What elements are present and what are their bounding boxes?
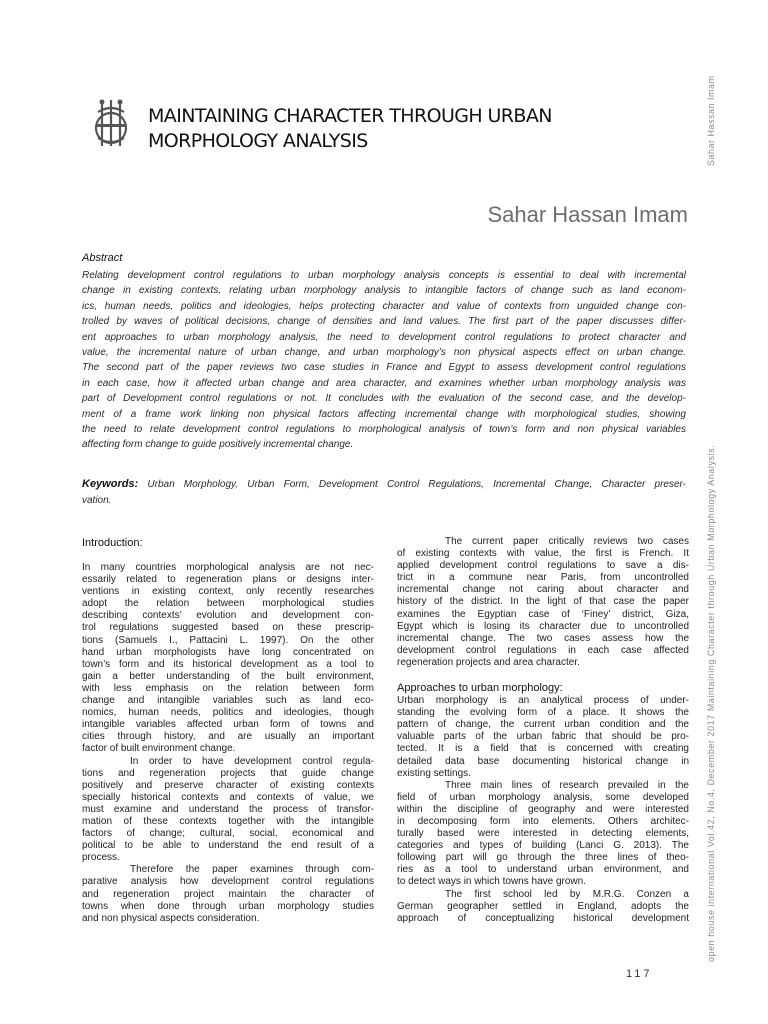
text-line: political to be able to understand the end result of a	[82, 840, 374, 852]
text-line: tected. It is a field that is concerned with creating	[397, 743, 689, 755]
abstract-line: The second part of the paper reviews two case studies in France and Egypt to assess development control regulations	[82, 362, 686, 374]
text-line: incremental change not caring about character and	[397, 584, 689, 596]
text-line: categories and types of building (Lanci G. 2013). The	[397, 840, 689, 852]
keywords-text: Urban Morphology, Urban Form, Development Control Regulations, Incremental Change, Character preser-	[147, 479, 686, 490]
text-line: tions (Samuels I., Pattacini L. 1997). On the other	[82, 634, 374, 646]
text-line: applied development control regulations to save a dis-	[397, 560, 689, 572]
text-line: within the discipline of geography and were interested	[397, 803, 689, 815]
text-line: trol regulations suggested based on these prescrip-	[82, 622, 374, 634]
abstract-line: ment of a frame work linking non physical factors affecting incremental change with morphological studies, showing	[82, 408, 686, 420]
text-line: turally based were interested in detecting elements,	[397, 828, 689, 840]
paragraph	[82, 562, 374, 756]
text-line: mation of these contexts together with the intangible	[82, 815, 374, 827]
left-column	[82, 536, 374, 925]
text-line: Urban morphology is an analytical process of under-	[397, 695, 689, 707]
text-line: development control regulations in each case affected	[397, 644, 689, 656]
abstract-heading: Abstract	[82, 252, 123, 264]
approaches-heading: Approaches to urban morphology:	[397, 682, 563, 695]
text-line: In many countries morphological analysis are not nec-	[82, 562, 374, 573]
text-line: existing settings.	[397, 767, 471, 779]
paragraph	[82, 864, 374, 924]
title-line-1: MAINTAINING CHARACTER THROUGH URBAN	[148, 105, 552, 127]
running-header-author: Sahar Hassan Imam	[706, 75, 716, 166]
abstract-line: value, the incremental nature of urban change, and urban morphology’s non physical aspects effect on urban change.	[82, 346, 686, 358]
abstract-line: affecting form change to guide positively incremental change.	[82, 439, 354, 451]
text-line: specially historical contexts and contexts of value, we	[82, 791, 374, 803]
text-line: towns when done through urban morphology studies	[82, 900, 374, 912]
abstract-line: Relating development control regulations to urban morphology analysis concepts is essential to deal with incremental	[82, 270, 686, 281]
text-line: adopt the relation between morphological studies	[82, 598, 374, 610]
right-column	[397, 536, 689, 925]
text-line: approach of conceptualizing historical development	[397, 912, 689, 924]
abstract-line: the need to relate development control regulations to morphological analysis of town’s form and non physical variables	[82, 423, 686, 435]
text-line: The first school led by M.R.G. Conzen a	[445, 888, 689, 900]
text-line: Egypt which is losing its character due to uncontrolled	[397, 620, 689, 632]
abstract-line: change in existing contexts, relating urban morphology analysis to intangible factors of change such as land econom-	[82, 285, 686, 297]
abstract-line: trolled by waves of political decisions, change of densities and land values. The first part of the paper discusses differ-	[82, 316, 686, 328]
introduction-heading: Introduction:	[82, 537, 143, 549]
abstract-line: ics, human needs, politics and ideologies, helps protecting character and value of contexts from unguided change con-	[82, 300, 686, 312]
text-line: pattern of change, the current urban condition and the	[397, 719, 689, 731]
abstract-line: part of Development control regulations or not. It concludes with the evaluation of the second case, and the develop-	[82, 393, 686, 405]
text-line: hand urban morphologists have long concentrated on	[82, 646, 374, 658]
keywords-line-1	[82, 477, 686, 493]
paragraph	[397, 536, 689, 669]
text-line: following part will go through the three lines of theo-	[397, 852, 689, 864]
text-line: Three main lines of research prevailed in the	[445, 779, 689, 791]
text-line: ries as a tool to understand urban environment, and	[397, 864, 689, 876]
text-line: field of urban morphology analysis, some developed	[397, 791, 689, 803]
text-line: town’s form and its historical development as a tool to	[82, 658, 374, 670]
text-line: process.	[82, 852, 120, 864]
text-line: incremental change. The two cases assess how the	[397, 632, 689, 644]
text-line: German geographer settled in England, adopts the	[397, 900, 689, 912]
text-line: ventions in existing context, only recently researches	[82, 586, 374, 598]
paragraph	[397, 889, 689, 925]
text-line: factor of built environment change.	[82, 743, 236, 755]
text-line: In order to have development control regula-	[130, 755, 374, 767]
text-line: of existing contexts with value, the first is French. It	[397, 548, 689, 560]
text-line: to detect ways in which towns have grown.	[397, 876, 586, 888]
keywords-block	[82, 477, 686, 508]
text-line: positively and preserve character of existing contexts	[82, 779, 374, 791]
abstract-line: ent approaches to urban morphology analysis, the need to development control regulations to protect character and	[82, 331, 686, 343]
text-line: with less emphasis on the relation between form	[82, 682, 374, 694]
paragraph	[397, 695, 689, 780]
running-header-journal: open house international Vol.42, No.4, December 2017 Maintaining Character through Urban Morphology Analysis.	[706, 444, 716, 962]
abstract-body	[82, 268, 686, 453]
text-line: must examine and understand the process of transfor-	[82, 803, 374, 815]
text-line: trict in a commune near Paris, from uncontrolled	[397, 572, 689, 584]
journal-logo-icon	[92, 98, 130, 148]
text-line: factors of change; cultural, social, economical and	[82, 828, 374, 840]
paper-title	[148, 104, 668, 154]
paragraph	[82, 756, 374, 865]
text-line: standing the evolving form of a place. It shows the	[397, 707, 689, 719]
text-line: and regeneration project maintain the character of	[82, 888, 374, 900]
page-number: 117	[626, 968, 653, 980]
paragraph	[397, 780, 689, 889]
text-line: regeneration projects and area character.	[397, 656, 580, 668]
title-line-2: MORPHOLOGY ANALYSIS	[148, 130, 368, 152]
abstract-line: in each case, how it affected urban change and area character, and examines whether urban morphology analysis was	[82, 377, 686, 389]
text-line: essarily related to regeneration plans or designs inter-	[82, 574, 374, 586]
text-line: history of the district. In the light of that case the paper	[397, 596, 689, 608]
text-line: parative analysis how development control regulations	[82, 876, 374, 888]
keywords-line-2: vation.	[82, 494, 112, 506]
text-line: intangible variables affected urban form of towns and	[82, 719, 374, 731]
text-line: describing contexts’ evolution and development con-	[82, 610, 374, 622]
text-line: nomics, human needs, politics and ideologies, though	[82, 707, 374, 719]
keywords-label: Keywords:	[82, 478, 139, 490]
text-line: Therefore the paper examines through com-	[130, 864, 374, 876]
text-line: and non physical aspects consideration.	[82, 912, 260, 924]
author-name: Sahar Hassan Imam	[487, 202, 688, 227]
text-line: change and intangible variables such as land eco-	[82, 695, 374, 707]
text-line: in decomposing form into elements. Others architec-	[397, 815, 689, 827]
text-line: valuable parts of the urban fabric that should be pro-	[397, 731, 689, 743]
text-line: cities through history, and are usually an important	[82, 731, 374, 743]
text-line: detailed data base documenting historical change in	[397, 755, 689, 767]
text-line: gain a better understanding of the built environment,	[82, 670, 374, 682]
text-line: The current paper critically reviews two cases	[445, 536, 689, 547]
text-line: tions and regeneration projects that guide change	[82, 767, 374, 779]
text-line: examines the Egyptian case of ‘Finey’ district, Giza,	[397, 608, 689, 620]
